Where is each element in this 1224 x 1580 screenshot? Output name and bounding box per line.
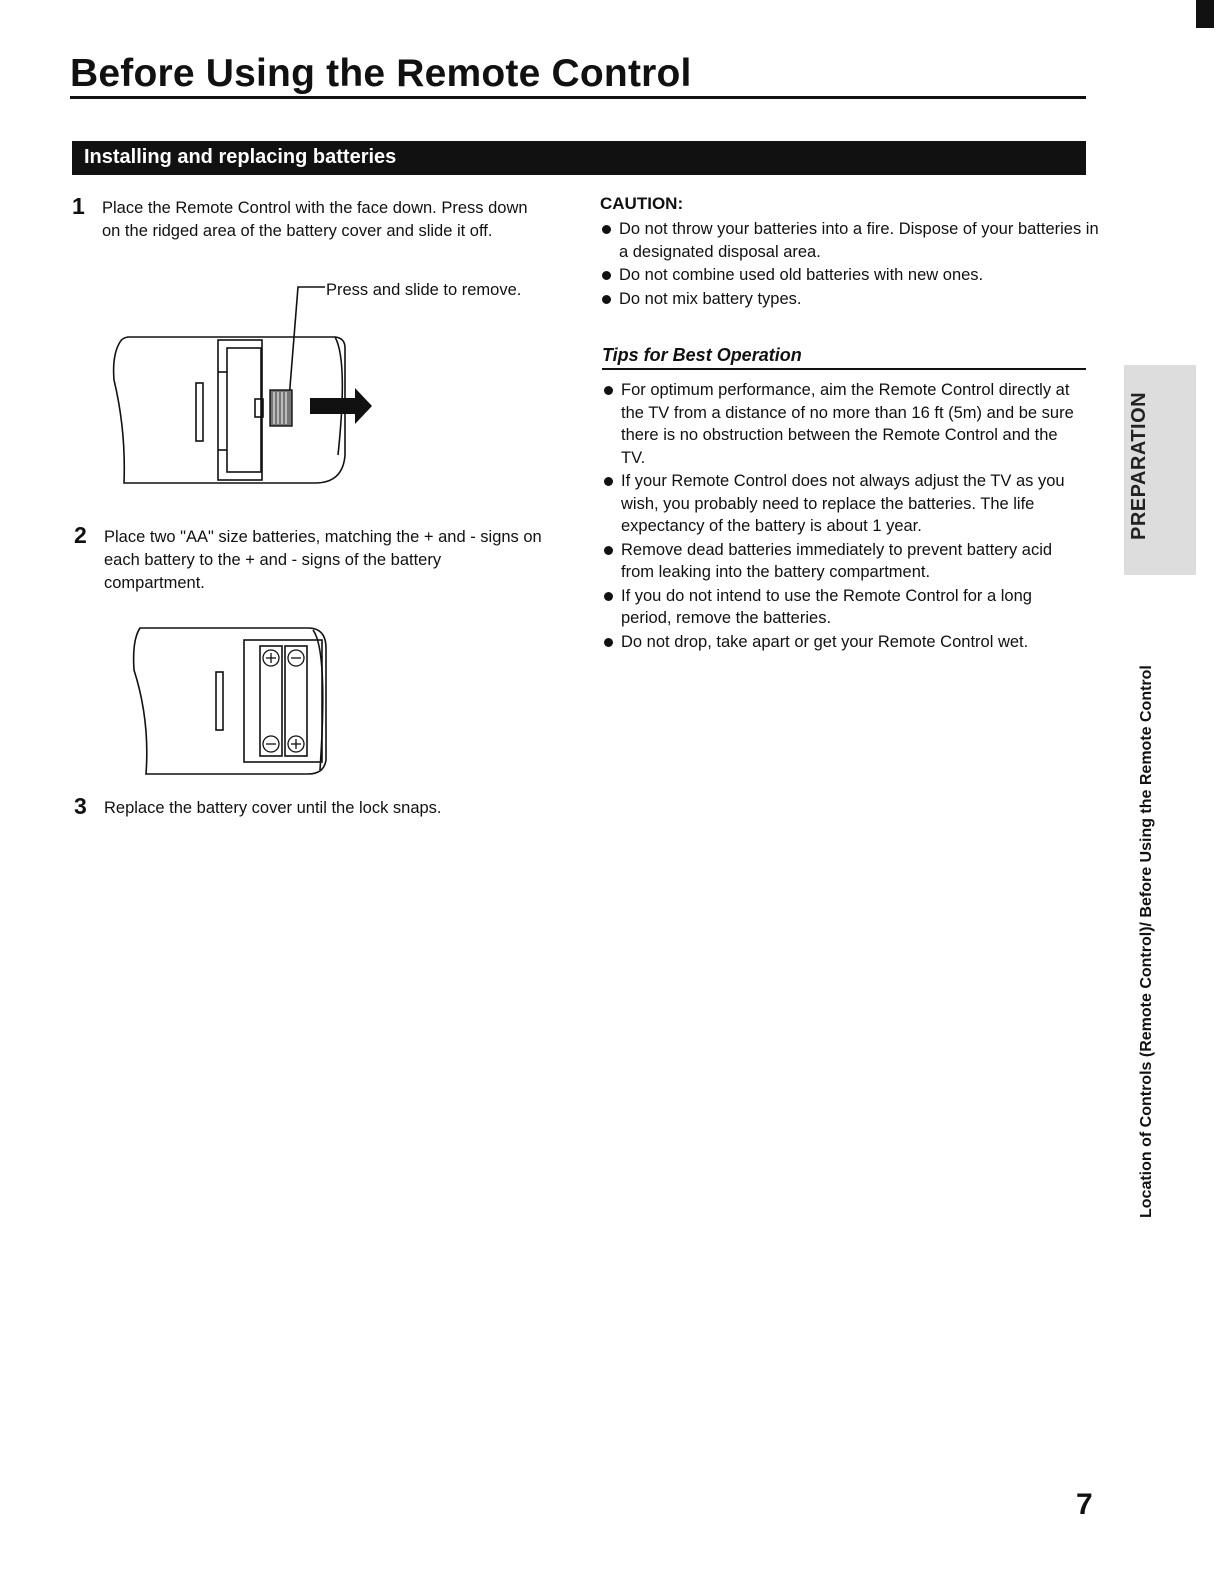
tip-item: If your Remote Control does not always adjust the TV as you wish, you probably need to replace the batteries. The life expectancy of the battery is about 1 year. [602,470,1086,538]
tips-list [602,379,1086,653]
tip-item: Do not drop, take apart or get your Remote Control wet. [602,631,1086,654]
caution-item: Do not mix battery types. [600,288,1100,311]
tips-block [602,345,1086,654]
tip-item: If you do not intend to use the Remote Control for a long period, remove the batteries. [602,585,1086,630]
step-1-number: 1 [72,193,85,219]
figure-battery-compartment [128,620,338,780]
side-running-caption: Location of Controls (Remote Control)/ Before Using the Remote Control [1138,665,1155,1218]
caution-title: CAUTION: [600,194,684,213]
corner-registration-mark [1196,0,1214,28]
tip-item: Remove dead batteries immediately to prevent battery acid from leaking into the battery compartment. [602,539,1086,584]
step-3-text: Replace the battery cover until the lock snaps. [104,799,442,817]
caution-block [600,194,1100,311]
side-tab-label: PREPARATION [1128,391,1150,540]
section-heading-bar [72,141,1086,175]
title-rule [70,96,1086,99]
figure-remote-cover-removal [110,280,390,490]
step-1-text: Place the Remote Control with the face down. Press down on the ridged area of the battery cover and slide it off. [102,199,528,240]
step-3-number: 3 [74,793,87,819]
caution-list [600,218,1100,310]
tip-item: For optimum performance, aim the Remote Control directly at the TV from a distance of no more than 16 ft (5m) and be sure there is no obstruction between the Remote Control and the TV. [602,379,1086,469]
caution-item: Do not throw your batteries into a fire. Dispose of your batteries in a designated disposal area. [600,218,1100,263]
page-title: Before Using the Remote Control [70,52,692,95]
step-2-number: 2 [74,522,87,548]
figure-1-callout: Press and slide to remove. [326,281,522,299]
caution-item: Do not combine used old batteries with new ones. [600,264,1100,287]
page-number: 7 [1076,1488,1093,1521]
tips-title: Tips for Best Operation [602,345,1086,370]
ridged-grip-area [270,390,292,426]
step-2-text: Place two "AA" size batteries, matching the + and - signs on each battery to the + and - signs of the battery compartment. [104,528,542,592]
section-heading: Installing and replacing batteries [84,146,397,168]
